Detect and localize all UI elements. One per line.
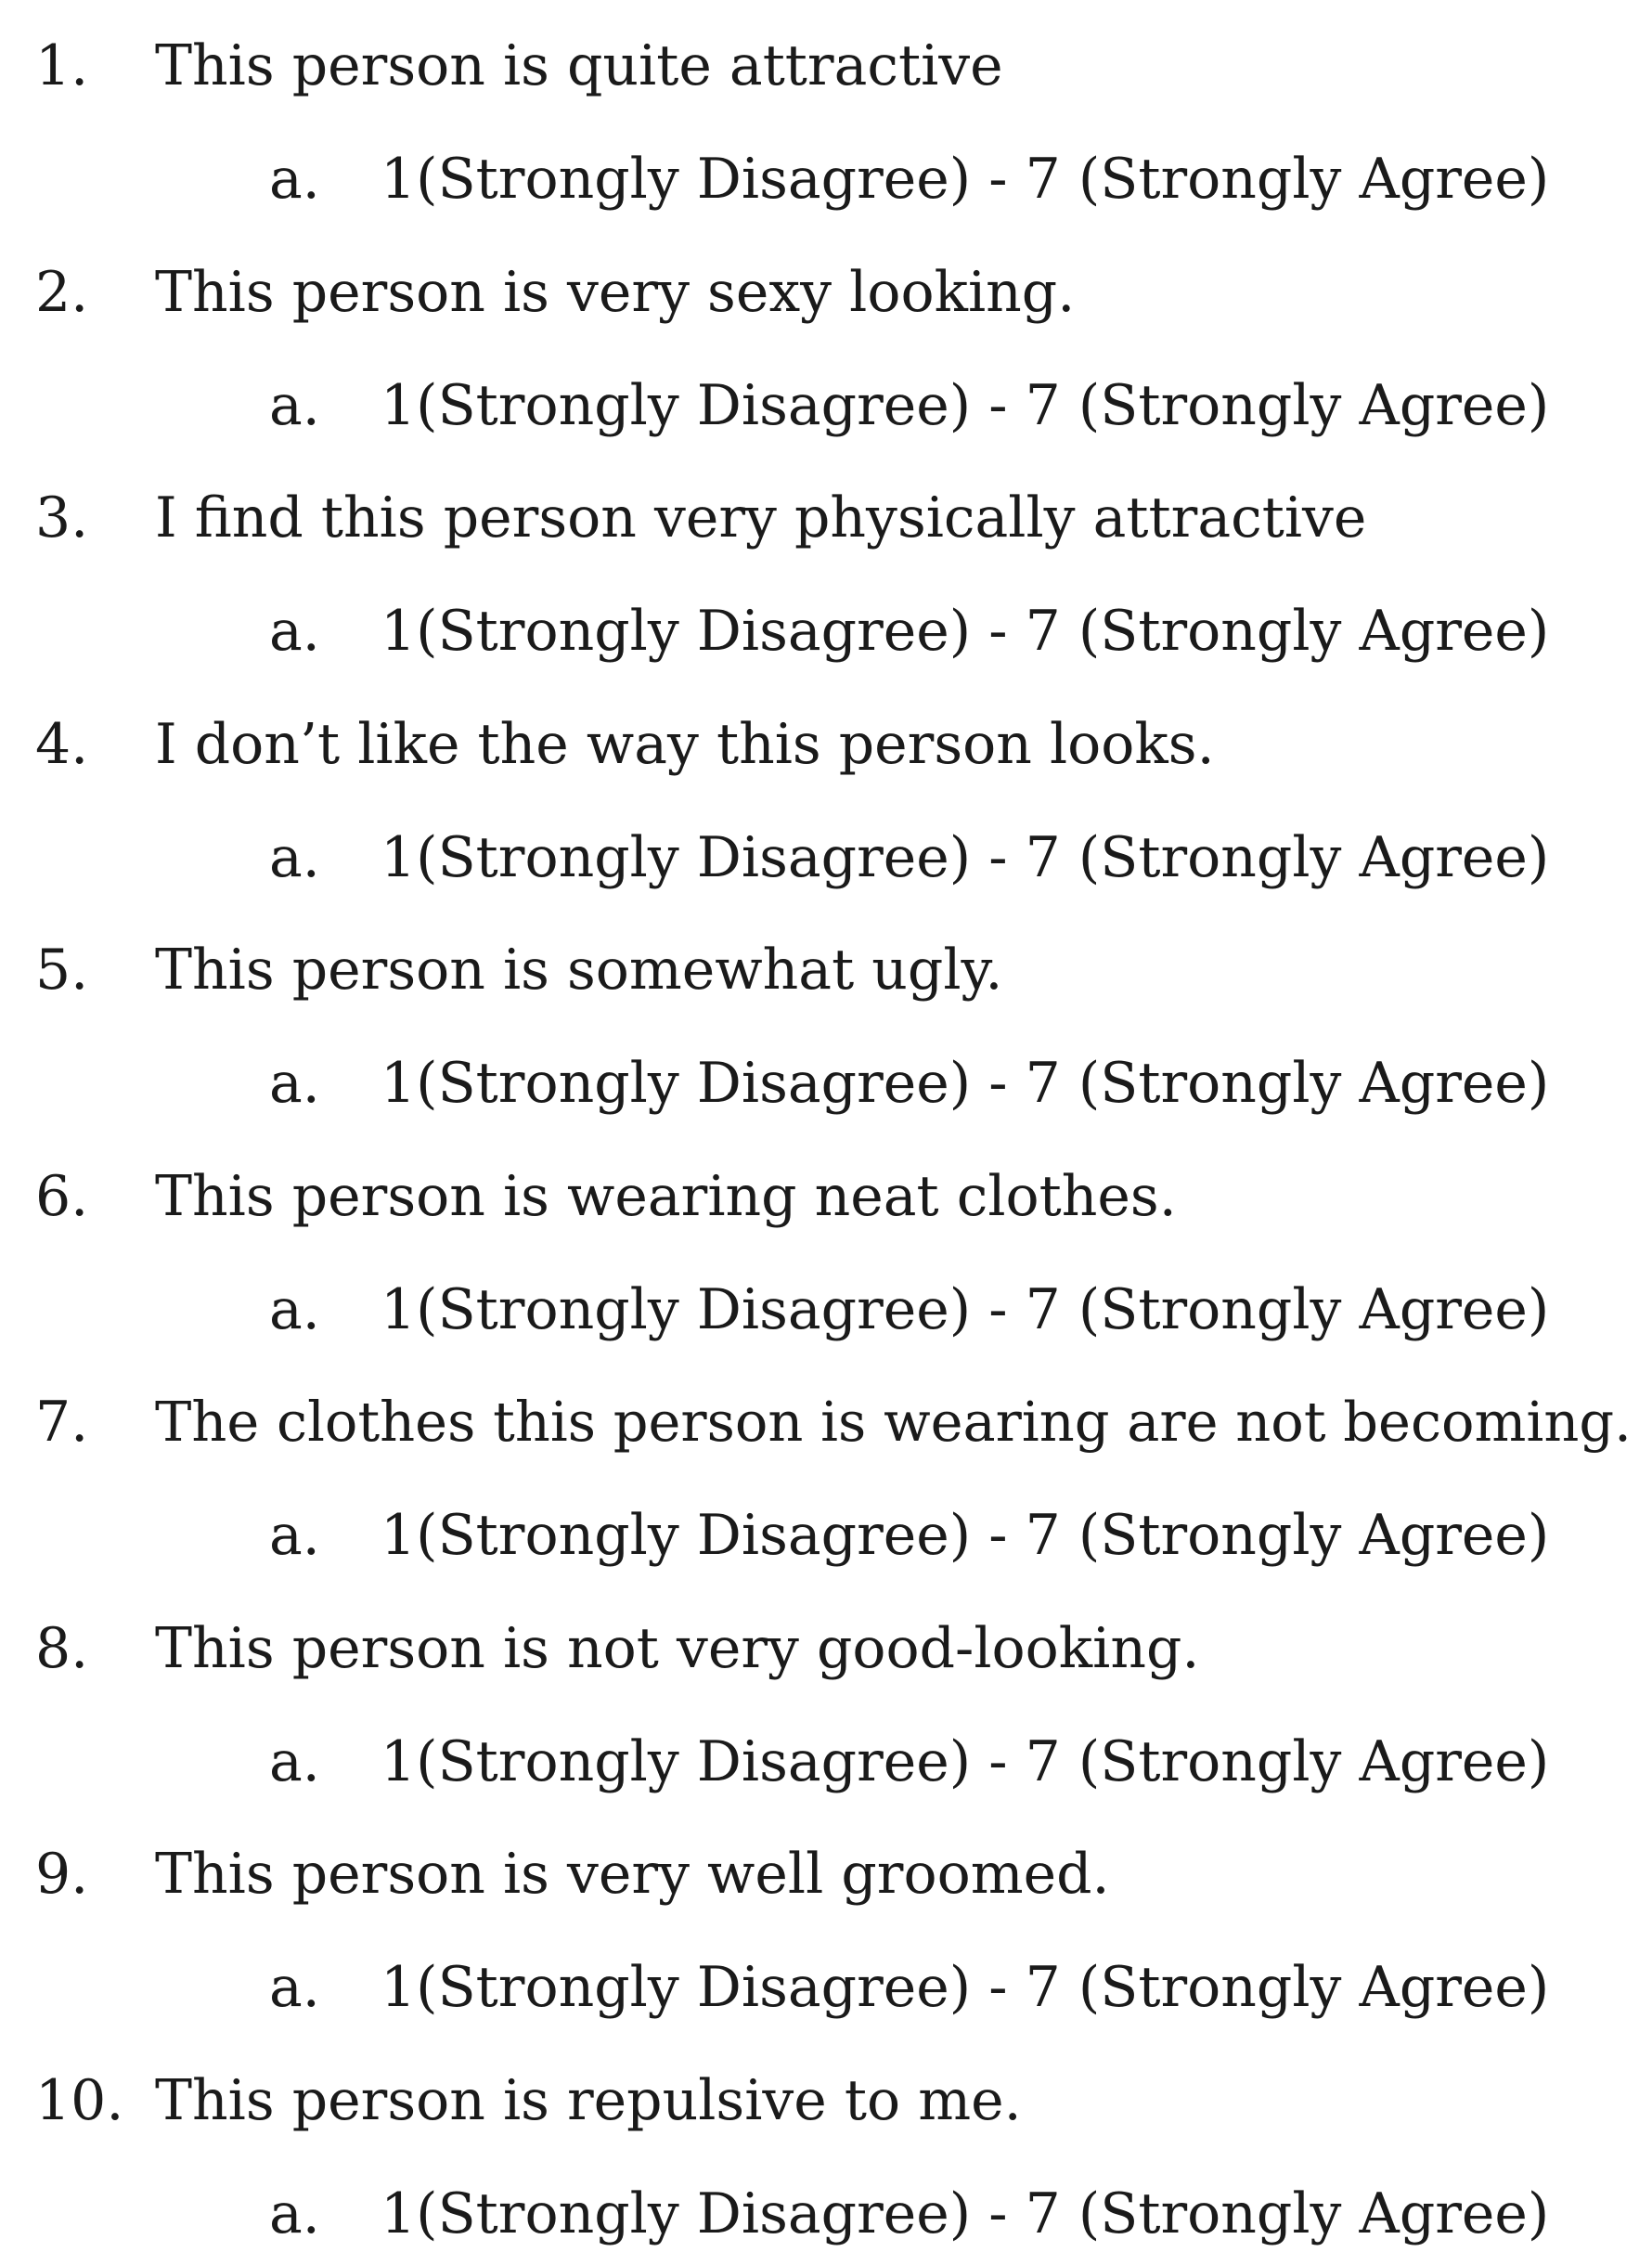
sub-item-letter: a. [269,1051,320,1116]
sub-item-letter: a. [269,2181,320,2246]
answer-scale-row [0,1936,1652,2038]
answer-scale-text: 1(Strongly Disagree) - 7 (Strongly Agree) [381,1503,1550,1568]
question-row [0,1145,1652,1248]
question-row [0,919,1652,1021]
question-number: 9. [35,1842,89,1907]
question-text: This person is not very good-looking. [155,1616,1200,1681]
answer-scale-row [0,355,1652,457]
answer-scale-row [0,1032,1652,1134]
question-number: 4. [35,712,89,777]
question-row [0,467,1652,569]
answer-scale-text: 1(Strongly Disagree) - 7 (Strongly Agree) [381,1277,1550,1342]
sub-item-letter: a. [269,1277,320,1342]
question-number: 7. [35,1390,89,1455]
question-row [0,1598,1652,1700]
answer-scale-row [0,1484,1652,1586]
answer-scale-text: 1(Strongly Disagree) - 7 (Strongly Agree) [381,373,1550,438]
sub-item-letter: a. [269,599,320,664]
answer-scale-text: 1(Strongly Disagree) - 7 (Strongly Agree) [381,1955,1550,2020]
sub-item-letter: a. [269,1729,320,1794]
question-text: The clothes this person is wearing are not becoming. [155,1390,1632,1454]
question-text: This person is quite attractive [155,33,1003,98]
question-row [0,693,1652,796]
question-text: I don’t like the way this person looks. [155,712,1215,777]
answer-scale-row [0,807,1652,909]
sub-item-letter: a. [269,1503,320,1568]
question-number: 5. [35,938,89,1003]
question-number: 3. [35,485,89,550]
question-text: This person is very sexy looking. [155,260,1076,325]
answer-scale-row [0,2163,1652,2265]
question-row [0,1823,1652,1925]
answer-scale-text: 1(Strongly Disagree) - 7 (Strongly Agree) [381,2181,1550,2246]
question-row [0,2050,1652,2152]
answer-scale-row [0,1259,1652,1361]
question-text: This person is somewhat ugly. [155,938,1003,1003]
question-number: 1. [35,33,89,98]
answer-scale-text: 1(Strongly Disagree) - 7 (Strongly Agree) [381,599,1550,664]
answer-scale-text: 1(Strongly Disagree) - 7 (Strongly Agree) [381,1729,1550,1794]
question-text: This person is repulsive to me. [155,2068,1022,2133]
sub-item-letter: a. [269,147,320,212]
answer-scale-text: 1(Strongly Disagree) - 7 (Strongly Agree) [381,1051,1550,1116]
question-number: 10. [35,2068,124,2133]
question-row [0,1371,1652,1473]
sub-item-letter: a. [269,825,320,890]
question-row [0,241,1652,343]
question-number: 6. [35,1164,89,1229]
answer-scale-text: 1(Strongly Disagree) - 7 (Strongly Agree) [381,147,1550,212]
question-number: 8. [35,1616,89,1681]
answer-scale-row [0,580,1652,682]
sub-item-letter: a. [269,1955,320,2020]
question-text: I find this person very physically attractive [155,485,1367,550]
question-text: This person is very well groomed. [155,1842,1110,1907]
answer-scale-row [0,128,1652,230]
question-row [0,15,1652,117]
answer-scale-text: 1(Strongly Disagree) - 7 (Strongly Agree) [381,825,1550,890]
answer-scale-row [0,1711,1652,1813]
sub-item-letter: a. [269,373,320,438]
question-text: This person is wearing neat clothes. [155,1164,1177,1229]
question-number: 2. [35,260,89,325]
